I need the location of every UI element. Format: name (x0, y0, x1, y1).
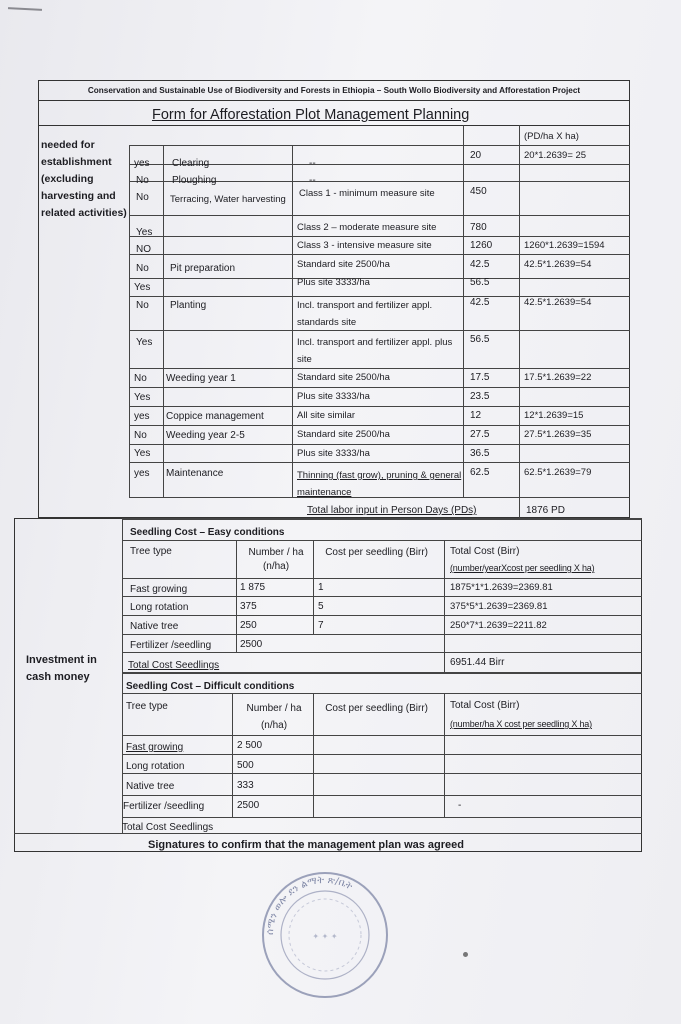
row-pd: 12 (470, 410, 482, 421)
grid-line (122, 817, 642, 818)
col-total-sub: (number/ha X cost per seedling X ha) (450, 719, 592, 729)
row-pd: 23.5 (470, 391, 490, 402)
grid-line (122, 615, 642, 616)
grid-line (313, 693, 314, 817)
grid-line (122, 596, 642, 597)
row-standard: -- (309, 158, 316, 169)
row-flag: yes (134, 158, 150, 169)
grid-line (122, 578, 642, 579)
tree-type: Native tree (130, 621, 179, 632)
row-flag: NO (136, 244, 151, 255)
row-flag: No (136, 175, 149, 186)
tree-total: 250*7*1.2639=2211.82 (450, 620, 547, 631)
tree-cost: 7 (318, 620, 324, 631)
row-pd: 1260 (470, 240, 493, 251)
labor-total-value: 1876 PD (526, 505, 565, 516)
row-standard: -- (309, 175, 316, 186)
row-standard: Class 3 - intensive measure site (297, 240, 432, 251)
row-flag: yes (134, 411, 150, 422)
row-activity: Terracing, Water harvesting (170, 194, 286, 205)
tree-type: Native tree (126, 781, 175, 792)
grid-line (122, 754, 642, 755)
row-activity: Maintenance (166, 468, 224, 479)
tree-total: 1875*1*1.2639=2369.81 (450, 582, 553, 593)
tree-number: 333 (237, 780, 254, 791)
grid-line (122, 693, 642, 694)
row-flag: Yes (134, 282, 151, 293)
tree-type: Long rotation (126, 761, 185, 772)
tree-number: 2500 (240, 639, 263, 650)
row-activity: Weeding year 2-5 (166, 430, 245, 441)
ink-dot (463, 952, 468, 957)
row-calc: 42.5*1.2639=54 (524, 259, 592, 270)
grid-line (129, 406, 630, 407)
row-flag: Yes (136, 227, 153, 238)
grid-line (122, 652, 642, 653)
tree-type: Fast growing (130, 584, 188, 595)
col-cost: Cost per seedling (Birr) (325, 703, 428, 714)
tree-total: 375*5*1.2639=2369.81 (450, 601, 548, 612)
official-stamp-icon (255, 865, 395, 1005)
row-pd: 56.5 (470, 277, 490, 288)
row-calc: 17.5*1.2639=22 (524, 372, 592, 383)
row-standard: Standard site 2500/ha (297, 429, 390, 440)
row-pd: 20 (470, 150, 482, 161)
row-standard: Plus site 3333/ha (297, 391, 370, 402)
row-standard: All site similar (297, 410, 356, 421)
row-flag: Yes (136, 337, 153, 348)
row-activity: Planting (170, 300, 207, 311)
difficult-title: Seedling Cost – Difficult conditions (126, 681, 295, 692)
divider (38, 100, 630, 101)
row-pd: 62.5 (470, 467, 490, 478)
tree-number: 2 500 (237, 740, 263, 751)
tree-cost: 1 (318, 582, 324, 593)
grid-line (129, 145, 630, 146)
grid-line (122, 540, 642, 541)
grid-line (519, 125, 520, 518)
tree-number: 375 (240, 601, 257, 612)
col-total-sub: (number/yearXcost per seedling X ha) (450, 563, 595, 573)
project-title: Conservation and Sustainable Use of Biodiversity and Forests in Ethiopia – South Wollo Biodiversity and Afforestation Project (87, 86, 581, 95)
grid-line (122, 634, 642, 635)
grid-line (122, 672, 642, 674)
tree-number: 250 (240, 620, 257, 631)
col-tree-type: Tree type (130, 546, 172, 557)
row-flag: No (136, 192, 149, 203)
grid-line (122, 735, 642, 736)
investment-side-label: Investment in cash money (26, 654, 97, 683)
row-pd: 56.5 (470, 334, 490, 345)
tree-total: - (458, 800, 462, 811)
row-activity: Pit preparation (170, 263, 236, 274)
row-calc: 20*1.2639= 25 (524, 150, 587, 161)
grid-line (122, 518, 642, 520)
grid-line (129, 278, 630, 279)
row-flag: Yes (134, 392, 151, 403)
tree-type: Fertilizer /seedling (123, 801, 205, 812)
difficult-total-label: Total Cost Seedlings (122, 822, 214, 833)
row-standard: Class 2 – moderate measure site (297, 222, 437, 233)
row-activity: Coppice management (166, 411, 264, 422)
grid-line (129, 254, 630, 255)
row-standard: Thinning (fast grow), pruning & general maintenance (297, 470, 462, 498)
grid-line (129, 215, 630, 216)
row-flag: No (134, 373, 147, 384)
row-standard: Incl. transport and fertilizer appl. plus site (297, 337, 453, 365)
tree-number: 2500 (237, 800, 260, 811)
row-standard: Standard site 2500/ha (297, 372, 390, 383)
grid-line (122, 773, 642, 774)
row-pd: 780 (470, 222, 487, 233)
easy-total-value: 6951.44 Birr (450, 657, 505, 668)
divider (38, 125, 630, 126)
row-pd: 42.5 (470, 259, 490, 270)
grid-line (313, 540, 314, 634)
tree-type: Fertilizer /seedling (130, 640, 212, 651)
col-total: Total Cost (Birr) (450, 700, 520, 711)
row-flag: Yes (134, 448, 151, 459)
row-activity: Weeding year 1 (166, 373, 236, 384)
tree-cost: 5 (318, 601, 324, 612)
grid-line (129, 444, 630, 445)
row-calc: 42.5*1.2639=54 (524, 297, 592, 308)
grid-line (129, 425, 630, 426)
row-flag: No (136, 300, 149, 311)
grid-line (232, 693, 233, 817)
row-pd: 17.5 (470, 372, 490, 383)
col-number: Number / ha (n/ha) (246, 703, 302, 731)
tree-number: 1 875 (240, 582, 266, 593)
grid-line (14, 833, 642, 834)
row-activity: Ploughing (172, 175, 217, 186)
row-calc: 1260*1.2639=1594 (524, 240, 605, 251)
easy-total-label: Total Cost Seedlings (128, 660, 220, 671)
grid-line (122, 795, 642, 796)
labor-total-label: Total labor input in Person Days (PDs) (307, 505, 477, 516)
unit-header: (PD/ha X ha) (524, 131, 579, 142)
grid-line (129, 368, 630, 369)
easy-title: Seedling Cost – Easy conditions (130, 527, 285, 538)
row-flag: No (134, 430, 147, 441)
tree-type: Fast growing (126, 742, 184, 753)
row-calc: 62.5*1.2639=79 (524, 467, 592, 478)
grid-line (129, 462, 630, 463)
row-pd: 450 (470, 186, 487, 197)
col-total: Total Cost (Birr) (450, 546, 520, 557)
pen-mark (8, 7, 42, 11)
row-standard: Incl. transport and fertilizer appl. standards site (297, 300, 433, 328)
row-pd: 42.5 (470, 297, 490, 308)
col-cost: Cost per seedling (Birr) (325, 547, 428, 558)
grid-line (444, 693, 445, 817)
row-standard: Standard site 2500/ha (297, 259, 390, 270)
row-pd: 36.5 (470, 448, 490, 459)
grid-line (122, 518, 123, 834)
row-calc: 27.5*1.2639=35 (524, 429, 592, 440)
grid-line (129, 236, 630, 237)
form-title: Form for Afforestation Plot Management Planning (152, 107, 470, 123)
row-flag: yes (134, 468, 150, 479)
row-standard: Plus site 3333/ha (297, 448, 370, 459)
signatures-line: Signatures to confirm that the management plan was agreed (148, 839, 465, 851)
row-activity: Clearing (172, 158, 210, 169)
row-pd: 27.5 (470, 429, 490, 440)
grid-line (129, 387, 630, 388)
row-calc: 12*1.2639=15 (524, 410, 584, 421)
col-tree-type: Tree type (126, 701, 168, 712)
tree-type: Long rotation (130, 602, 189, 613)
labor-side-label: needed for establishment (excluding harvesting and related activities) (41, 139, 127, 219)
svg-text:✦ ✦ ✦: ✦ ✦ ✦ (312, 932, 338, 941)
row-standard: Class 1 - minimum measure site (299, 188, 435, 199)
stamp-text: ሰሜን ወሎ ደን ልማት ጽ/ቤት (264, 874, 355, 936)
row-flag: No (136, 263, 149, 274)
tree-number: 500 (237, 760, 254, 771)
row-standard: Plus site 3333/ha (297, 277, 370, 288)
col-number: Number / ha (n/ha) (248, 547, 304, 572)
